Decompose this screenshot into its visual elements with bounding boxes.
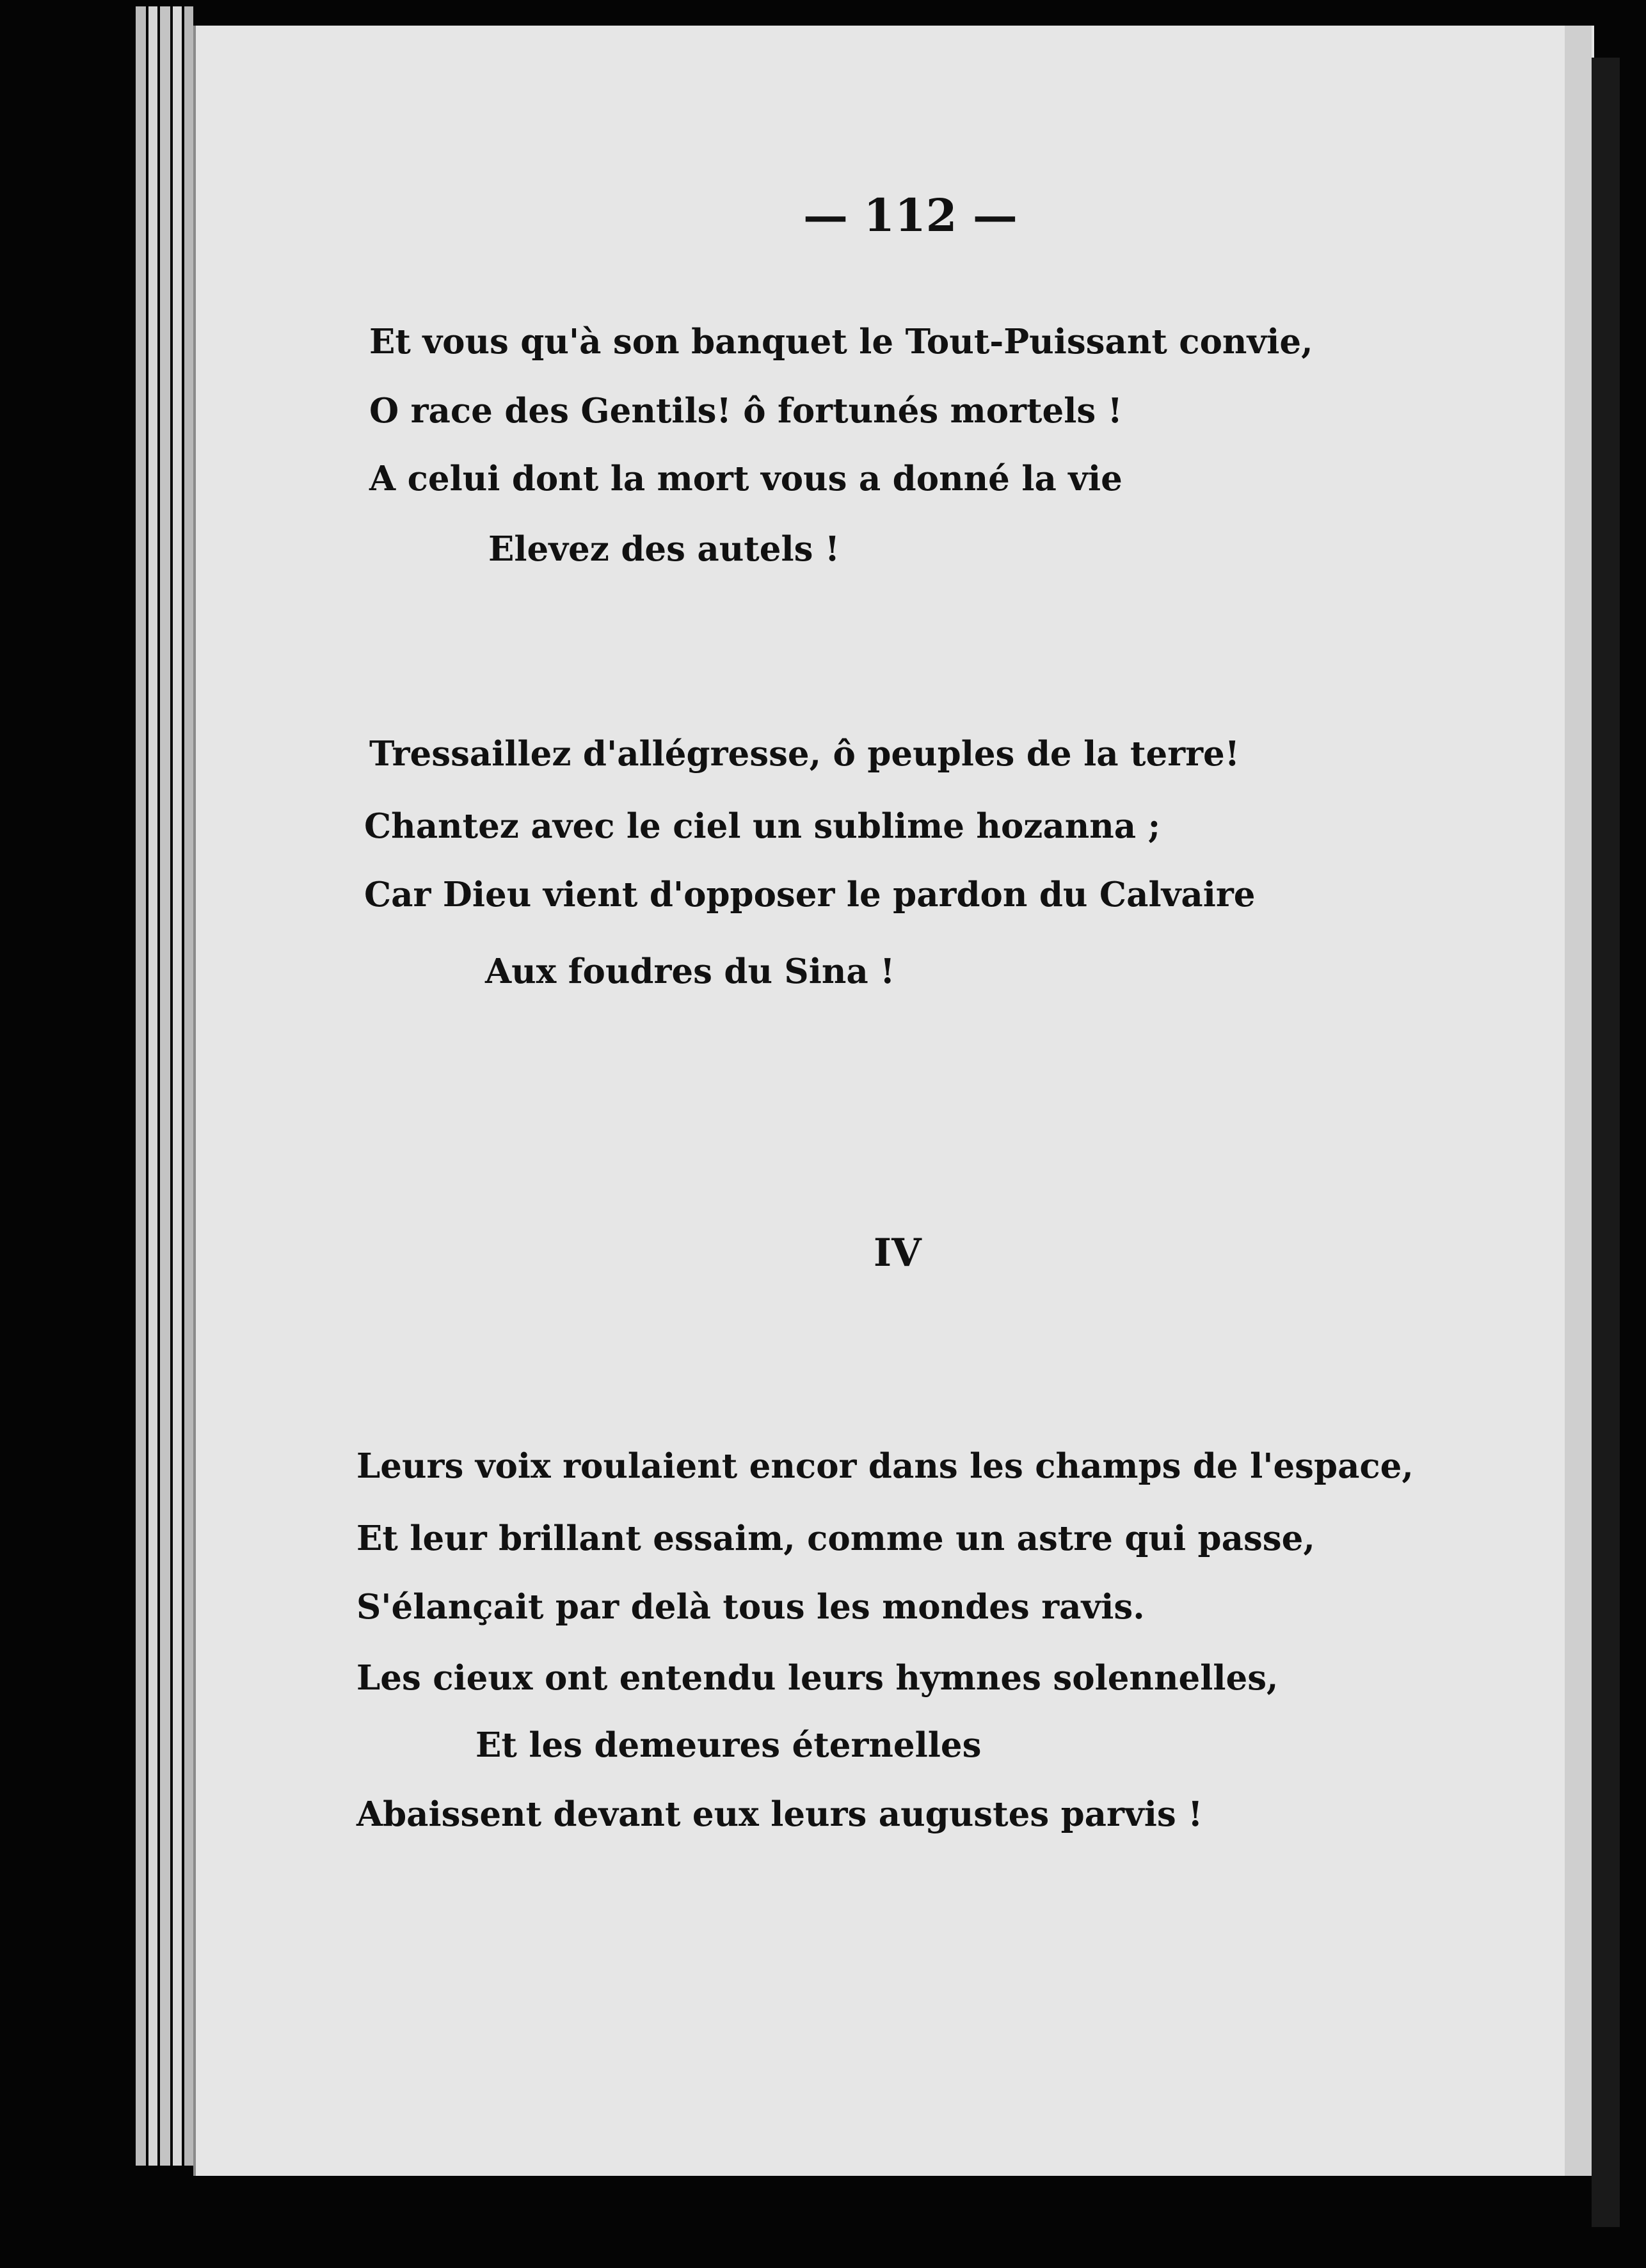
verse-line: Tressaillez d'allégresse, ô peuples de la terre! [369,734,1240,774]
section-heading: IV [874,1231,922,1275]
page-edge [136,6,146,2166]
page-edge [184,6,193,2166]
page-edge [148,6,157,2166]
verse-line: Et leur brillant essaim, comme un astre qui passe, [356,1519,1315,1558]
verse-line: Car Dieu vient d'opposer le pardon du Calvaire [364,875,1256,914]
verse-line: Aux foudres du Sina ! [485,952,895,991]
page-edge [160,6,170,2166]
verse-line: Les cieux ont entendu leurs hymnes solennelles, [356,1658,1279,1698]
page-edge [173,6,182,2166]
verse-line: A celui dont la mort vous a donné la vie [369,459,1123,499]
binding-strip [1592,58,1620,2227]
page-number: — 112 — [803,189,1018,242]
verse-line: Leurs voix roulaient encor dans les champs de l'espace, [356,1446,1414,1486]
verse-line: Et vous qu'à son banquet le Tout-Puissant convie, [369,322,1313,362]
verse-line: Chantez avec le ciel un sublime hozanna ; [364,806,1161,846]
verse-line: S'élançait par delà tous les mondes ravis. [356,1587,1145,1627]
verse-line: O race des Gentils! ô fortunés mortels ! [369,391,1123,431]
page-gutter [1565,26,1592,2176]
verse-line: Et les demeures éternelles [475,1725,982,1765]
verse-line: Abaissent devant eux leurs augustes parvis ! [356,1794,1203,1834]
verse-line: Elevez des autels ! [488,529,840,569]
